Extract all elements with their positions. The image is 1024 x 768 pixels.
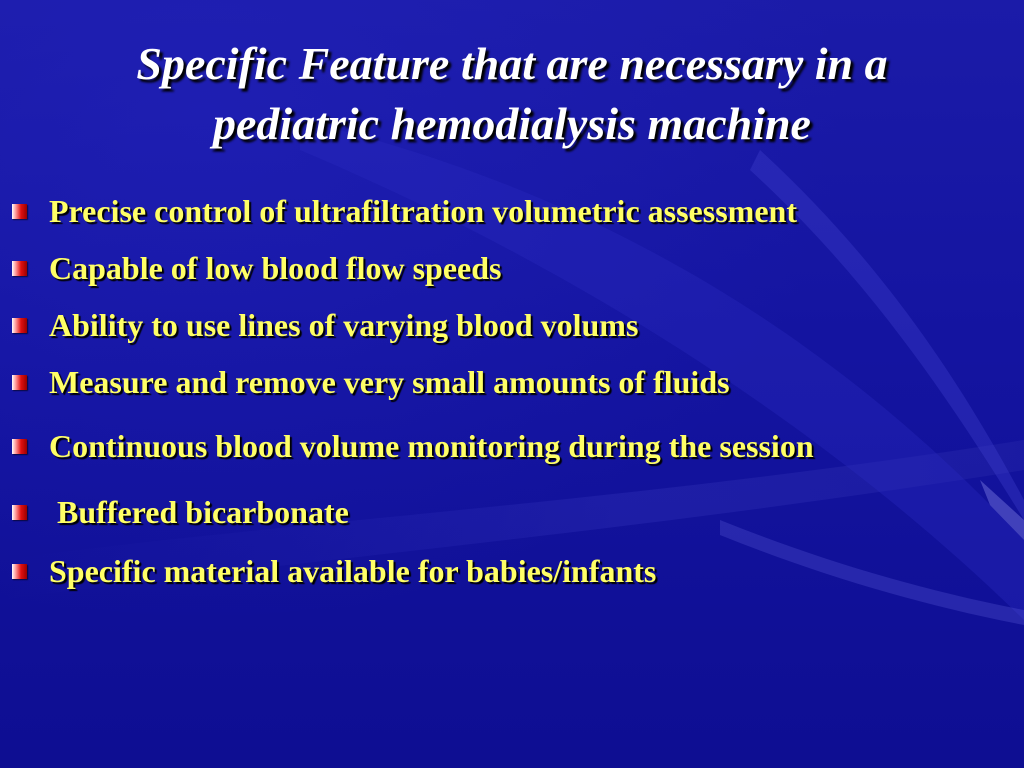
bullet-text: Capable of low blood flow speeds — [49, 250, 502, 286]
bullet-marker-icon — [12, 261, 27, 276]
bullet-text: Specific material available for babies/infants — [49, 553, 657, 589]
bullet-text: Buffered bicarbonate — [49, 494, 349, 530]
bullet-item-bicarbonate — [12, 492, 349, 532]
bullet-text: Ability to use lines of varying blood volums — [49, 307, 639, 343]
bullet-marker-icon — [12, 439, 27, 454]
bullet-item-low-blood-flow — [12, 248, 502, 288]
bullet-text: Precise control of ultrafiltration volumetric assessment — [49, 193, 797, 229]
bullet-item-volume-monitoring — [12, 426, 814, 466]
title-line-2: pediatric hemodialysis machine — [213, 98, 811, 149]
bullet-marker-icon — [12, 318, 27, 333]
bullet-marker-icon — [12, 505, 27, 520]
bullet-item-infant-material — [12, 551, 656, 591]
bullet-item-blood-lines — [12, 305, 638, 345]
slide-title — [0, 34, 1024, 154]
title-line-1: Specific Feature that are necessary in a — [136, 38, 888, 89]
bullet-item-ultrafiltration — [12, 191, 797, 231]
bullet-item-small-fluids — [12, 362, 730, 402]
bullet-marker-icon — [12, 564, 27, 579]
bullet-marker-icon — [12, 204, 27, 219]
bullet-marker-icon — [12, 375, 27, 390]
bullet-text: Continuous blood volume monitoring during the session — [49, 428, 814, 464]
bullet-text: Measure and remove very small amounts of fluids — [49, 364, 730, 400]
